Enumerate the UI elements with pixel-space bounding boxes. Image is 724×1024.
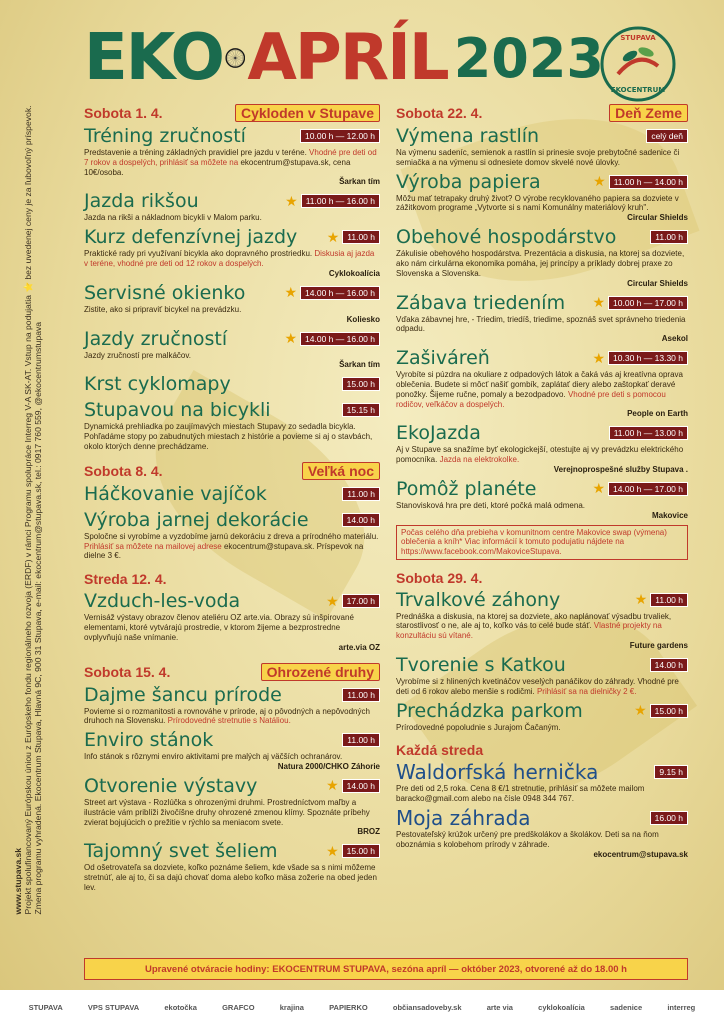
event-title: Prechádzka parkom	[396, 699, 583, 722]
event-title: Zábava triedením	[396, 291, 566, 314]
section-date	[84, 663, 380, 681]
event-item	[84, 728, 380, 772]
event-header	[396, 806, 688, 830]
event-title: Háčkovanie vajíčok	[84, 482, 267, 505]
event-time: celý deň	[646, 129, 688, 143]
event-time-box	[342, 377, 380, 391]
section-date	[84, 571, 380, 587]
event-item	[84, 839, 380, 892]
title-april: APRÍL	[247, 21, 448, 95]
event-desc-highlight: Jazda na elektrokolke.	[439, 455, 520, 465]
event-desc-highlight: Prihlásiť sa na dielničky 2 €.	[536, 686, 637, 696]
event-item	[84, 372, 380, 396]
event-desc-text: Môžu mať tetrapaky druhý život? O výrobe recyklovaného papiera sa dozviete v zážitkovom programe „Vytvorte si s nami Komunálny materiálový kruh".	[396, 193, 679, 213]
partner-logo: GRAFCO	[222, 1002, 255, 1012]
event-item	[84, 683, 380, 727]
event-time-box	[592, 294, 688, 311]
event-header	[396, 225, 688, 249]
event-organizer: ekocentrum@stupava.sk	[593, 849, 688, 859]
event-description	[396, 249, 688, 278]
event-header	[84, 589, 380, 613]
section-date	[396, 104, 688, 122]
date-label: Sobota 8. 4.	[84, 462, 163, 479]
event-organizer: Cyklokoalícia	[328, 268, 380, 278]
event-organizer: BROZ	[357, 827, 380, 837]
partner-logo: občiansadoveby.sk	[392, 1002, 462, 1012]
event-header	[396, 346, 688, 370]
event-header	[396, 291, 688, 315]
left-column	[84, 104, 380, 893]
event-time: 10.30 h — 13.30 h	[608, 351, 688, 365]
event-desc-text: Na výmenu sadeníc, semienok a rastlín si prinesie svoje prebytočné sadenice či semiačka a na výmenu si odnesiete domov skvelé nové úlovky.	[396, 148, 680, 167]
event-desc-text: Vyrobíme si z hlinených kvetináčov veselých panáčikov do záhrady. Vhodné pre deti od 6 rokov alebo menšie s rodičmi.	[396, 676, 679, 696]
event-desc-text: Vďaka zábavnej hre, - Triedim, triedíš, triedime, spoznáš svet správneho triedenia odpadu.	[396, 314, 686, 334]
event-desc-text-2: ekocentrum@stupava.sk. Príspevok na dielne 3 €.	[84, 541, 364, 561]
star-icon: ★	[326, 592, 339, 609]
event-description	[84, 752, 380, 762]
partner-logo: STUPAVA	[28, 1002, 63, 1012]
event-description	[84, 305, 380, 315]
event-title: Výroba papiera	[396, 170, 541, 193]
event-title: Waldorfská hernička	[396, 760, 599, 785]
event-time: 11.00 h	[342, 733, 380, 747]
event-time-box	[609, 426, 688, 440]
event-time-box	[327, 229, 380, 246]
event-desc-highlight: Vhodné pre deti od 7 rokov a dospelých, prihlásiť sa môžete na	[84, 148, 377, 167]
event-time: 11.00 h	[342, 230, 380, 244]
event-header	[84, 482, 380, 506]
event-time: 11.00 h — 16.00 h	[301, 194, 380, 208]
event-time: 9.15 h	[654, 765, 688, 779]
star-icon: ★	[592, 294, 606, 311]
event-item	[84, 398, 380, 451]
event-desc-text: Jazdy zručností pre malkáčov.	[84, 350, 192, 360]
event-description	[84, 798, 380, 827]
event-header	[84, 398, 380, 422]
event-organizer: Makovice	[651, 510, 688, 520]
credits-line-2: Zmena programu vyhradená. Ekocentrum Stupava, Hlavná 9C, 900 31 Stupava, e-mail: ekocentrum@stupava.sk, tel.: 0917 760 559, @ekocentrumstupava	[33, 321, 43, 915]
event-item	[84, 589, 380, 652]
star-icon: ★	[285, 192, 298, 209]
event-time: 15.15 h	[342, 403, 380, 417]
partner-logo: cyklokoalícia	[538, 1002, 585, 1012]
event-header	[396, 699, 688, 723]
event-title: Krst cyklomapy	[84, 373, 231, 396]
section-date	[84, 104, 380, 122]
event-description	[84, 863, 380, 892]
event-time-box	[285, 193, 380, 210]
event-title: Servisné okienko	[84, 281, 246, 304]
event-time-box	[300, 129, 380, 143]
section-date	[396, 570, 688, 586]
event-description	[396, 784, 688, 804]
event-description	[396, 148, 688, 168]
event-time: 16.00 h	[650, 811, 688, 825]
event-desc-text: Jazda na rikši a nákladnom bicykli v Malom parku.	[84, 213, 262, 223]
event-header	[396, 653, 688, 677]
event-time-box	[635, 591, 688, 608]
event-header	[84, 728, 380, 752]
event-time-box	[634, 702, 688, 719]
event-organizer: Circular Shields	[627, 278, 688, 288]
event-organizer: People on Earth	[627, 409, 688, 419]
event-time: 11.00 h	[342, 487, 380, 501]
section-date	[84, 462, 380, 480]
credits-line-1: Projekt spolufinancovaný Európskou úniou z Európskeho fondu regionálneho rozvoja (ERDF) v rámci Programu spolupráce Interreg V-A SK-AT. Vstup na podujatia ⭐ bez uvedenej ceny je za ľubovoľný príspevok.	[23, 105, 33, 915]
event-desc-text: Info stánok s rôznymi enviro aktivitami pre malých aj väčších ochranárov.	[84, 752, 343, 762]
event-title: Dajme šancu prírode	[84, 683, 282, 706]
event-description	[84, 249, 380, 269]
event-desc-text: Predstavenie a tréning základných pravidiel pre jazdu v teréne.	[84, 148, 307, 157]
event-description	[396, 194, 688, 214]
partner-logo: PAPIERKO	[329, 1002, 368, 1012]
event-organizer: Asekol	[661, 334, 688, 344]
event-time: 11.00 h — 13.00 h	[609, 426, 688, 440]
event-title: Moja záhrada	[396, 805, 531, 830]
event-item	[396, 225, 688, 288]
star-icon: ★	[593, 173, 606, 190]
event-item	[396, 170, 688, 224]
event-time: 14.00 h — 16.00 h	[300, 286, 380, 300]
event-description	[396, 501, 688, 511]
date-label: Sobota 29. 4.	[396, 569, 483, 586]
date-label: Sobota 15. 4.	[84, 663, 171, 680]
event-description	[396, 370, 688, 409]
event-header	[84, 281, 380, 305]
event-desc-text: Street art výstava - Rozlúčka s ohrozenými druhmi. Prostredníctvom maľby a ilustrácie vám priblíži živočíšne druhy ohrozené zmenou klímy. Spoznáte príbehy zvierat bojujúcich o prežitie v rýchlo sa meniacom svete.	[84, 797, 370, 827]
event-time-box	[593, 173, 688, 190]
event-time-box	[284, 284, 380, 301]
event-header	[396, 760, 688, 784]
event-time: 11.00 h	[650, 593, 688, 607]
event-desc-highlight: Diskusia aj jazda v teréne, vhodné pre deti od 12 rokov a dospelých.	[84, 249, 375, 268]
event-title: Jazda rikšou	[84, 190, 199, 213]
star-icon: ★	[592, 349, 606, 366]
event-time-box	[650, 811, 688, 825]
event-time-box	[592, 350, 688, 367]
event-desc-highlight: Prírodovedné stretnutie s Natáliou.	[167, 716, 291, 726]
event-title: Trvalkové záhony	[396, 588, 561, 611]
theme-tag: Deň Zeme	[609, 104, 688, 122]
event-item	[396, 124, 688, 168]
website-text: www.stupava.sk	[13, 847, 23, 915]
star-icon: ★	[284, 284, 298, 301]
event-desc-text: Zistite, ako si pripraviť bicykel na prevádzku.	[84, 304, 242, 314]
event-time: 14.00 h	[650, 658, 688, 672]
event-time: 14.00 h	[342, 513, 380, 527]
event-item	[84, 281, 380, 325]
right-column	[396, 104, 688, 860]
event-organizer: Koliesko	[346, 314, 380, 324]
title-eko: EKO	[84, 21, 223, 95]
event-time: 11.00 h	[650, 230, 688, 244]
theme-tag: Cykloden v Stupave	[235, 104, 380, 122]
star-icon: ★	[592, 480, 606, 497]
date-label: Streda 12. 4.	[84, 571, 167, 588]
event-header	[396, 477, 688, 501]
event-desc-text: Prírodovedné popoludnie s Jurajom Čačaným.	[396, 722, 561, 732]
event-title: Pomôž planéte	[396, 477, 537, 500]
event-header	[396, 588, 688, 612]
event-description	[84, 422, 380, 451]
event-time-box	[654, 765, 688, 779]
event-time: 17.00 h	[342, 594, 380, 608]
event-header	[396, 421, 688, 445]
event-title: Kurz defenzívnej jazdy	[84, 226, 298, 249]
event-item	[396, 477, 688, 521]
event-desc-highlight: Vhodné pre deti s pomocou rodičov, veľkáčov a dospelých.	[396, 389, 666, 409]
poster-title	[84, 18, 604, 98]
event-item	[396, 421, 688, 475]
date-label: Sobota 22. 4.	[396, 105, 483, 121]
partner-logo: VPS STUPAVA	[87, 1002, 140, 1012]
event-organizer: Šarkan tím	[339, 360, 380, 370]
event-header	[84, 508, 380, 532]
date-label: Sobota 1. 4.	[84, 105, 163, 121]
event-description	[84, 148, 380, 177]
event-desc-text: Vyrobíte si púzdra na okuliare z odpadových látok a čaká vás aj kreatívna oprava oblečenia. Budete si môcť našiť gombík, zaplátať diery alebo zaštopkať deravé ponožky. Šijeme ručne, pomaly a bezodpadovo.	[396, 370, 683, 399]
event-item	[396, 291, 688, 345]
event-description	[396, 830, 688, 850]
event-description	[84, 613, 380, 642]
event-description	[396, 723, 688, 733]
event-title: Tajomný svet šeliem	[84, 840, 278, 863]
event-desc-text: Povieme si o rozmanitosti a rovnováhe v prírode, aj o pôvodných a nepôvodných druhoch na Slovensku.	[84, 706, 370, 726]
star-icon: ★	[326, 228, 340, 245]
event-time: 10.00 h — 17.00 h	[608, 296, 688, 310]
event-item	[396, 806, 688, 860]
event-header	[84, 774, 380, 798]
event-organizer: Circular Shields	[627, 213, 688, 223]
sidebar-credits	[4, 30, 52, 990]
event-item	[84, 124, 380, 187]
event-item	[396, 346, 688, 419]
star-icon: ★	[634, 702, 647, 719]
swap-note: Počas celého dňa prebieha v komunitnom centre Makovice swap (výmena) oblečenia a kníh* Viac informácií k tomuto podujatiu nájdete na https://www.facebook.com/MakoviceStupava.	[396, 525, 688, 560]
event-desc-text-2: ekocentrum@stupava.sk, cena 10€/osoba.	[84, 157, 351, 177]
event-header	[396, 170, 688, 194]
event-title: Vzduch-les-voda	[84, 590, 241, 613]
partner-logo: ekotočka	[164, 1002, 197, 1012]
event-title: Enviro stánok	[84, 729, 214, 752]
event-title: Jazdy zručností	[84, 327, 228, 350]
event-desc-highlight: Vlastné projekty na konzultáciu sú vítané.	[396, 621, 662, 641]
event-item	[84, 189, 380, 223]
event-item	[396, 653, 688, 697]
event-description	[84, 532, 380, 561]
opening-hours-text: Upravené otváracie hodiny: EKOCENTRUM STUPAVA, sezóna apríl — október 2023, otvorené až do 18.00 h	[145, 963, 627, 975]
event-desc-text: Pre deti od 2,5 roka. Cena 8 €/1 stretnutie, prihlásiť sa môžete mailom baracko@gmail.com alebo na čísle 0948 344 767.	[396, 784, 645, 804]
event-desc-highlight: Prihlásiť sa môžete na mailovej adrese	[84, 541, 222, 551]
theme-tag: Veľká noc	[302, 462, 380, 480]
event-item	[396, 699, 688, 733]
event-organizer: Natura 2000/CHKO Záhorie	[277, 761, 380, 771]
event-desc-text: Pestovateľský krúžok určený pre predškolákov a školákov. Deti sa na ňom oboznámia s kolobehom prírody v záhrade.	[396, 829, 659, 849]
event-time-box	[342, 513, 380, 527]
event-title: Tréning zručností	[84, 125, 246, 147]
event-title: EkoJazda	[396, 422, 481, 445]
partner-logo: krajina	[279, 1002, 304, 1012]
logo-text-ekocentrum: EKOCENTRUM	[610, 86, 666, 94]
event-title: Otvorenie výstavy	[84, 774, 258, 797]
event-title: Zašiváreň	[396, 347, 490, 370]
event-title: Výroba jarnej dekorácie	[84, 508, 309, 531]
event-header	[84, 189, 380, 213]
event-description	[84, 213, 380, 223]
event-time: 11.00 h	[342, 688, 380, 702]
event-item	[84, 482, 380, 506]
event-organizer: Šarkan tím	[339, 177, 380, 187]
event-time-box	[326, 843, 380, 860]
event-description	[84, 707, 380, 727]
event-item	[84, 508, 380, 561]
bicycle-wheel-icon	[225, 22, 246, 94]
partner-logos	[0, 990, 724, 1024]
date-label: Každá streda	[396, 742, 484, 759]
event-header	[84, 372, 380, 396]
event-header	[84, 839, 380, 863]
event-header	[84, 124, 380, 148]
event-time-box	[342, 733, 380, 747]
event-item	[84, 225, 380, 279]
event-time-box	[592, 480, 688, 497]
theme-tag: Ohrozené druhy	[261, 663, 380, 681]
event-title: Tvorenie s Katkou	[396, 653, 566, 676]
event-organizer: Verejnoprospešné služby Stupava .	[553, 464, 688, 474]
event-time-box	[342, 487, 380, 501]
event-description	[396, 612, 688, 641]
event-time-box	[284, 330, 380, 347]
event-item	[84, 327, 380, 371]
title-year: 2023	[453, 26, 604, 90]
event-desc-text: Dynamická prehliadka po zaujímavých miestach Stupavy zo sedadla bicykla. Pohľadáme stopy po zabudnutých miestach z histórie a povieme si aj o stavbách, okolo ktorých denne prechádzame.	[84, 422, 373, 451]
event-header	[396, 124, 688, 148]
star-icon: ★	[326, 842, 339, 859]
star-icon: ★	[634, 591, 648, 608]
event-header	[84, 683, 380, 707]
partner-logo: interreg	[667, 1002, 696, 1012]
event-organizer: arte.via OZ	[338, 642, 380, 652]
event-desc-text: Prednáška a diskusia, na ktorej sa dozviete, ako naplánovať výsadbu trvaliek, starostlivosť o ne, ale aj to, koľko vás to celé bude stáť.	[396, 611, 672, 631]
event-desc-text: Vernisáž výstavy obrazov členov ateliéru OZ arte.via. Obrazy sú inšpirované elementami, ktoré vytvárajú prostredie, v ktorom žijeme a bezprostredne ovplyvňujú naše vnímanie.	[84, 613, 354, 642]
event-time-box	[342, 403, 380, 417]
event-time-box	[650, 658, 688, 672]
event-time: 14.00 h — 16.00 h	[300, 332, 380, 346]
event-item	[396, 760, 688, 804]
event-desc-text: Zákulisie obehového hospodárstva. Prezentácia a diskusia, na ktorej sa dozviete, ako nám cirkulárna ekonomika pomáha, jej princípy a príklady dobrej praxe zo Slovenska a Slovenska.	[396, 249, 685, 278]
star-icon: ★	[284, 330, 298, 347]
event-organizer: Future gardens	[629, 640, 688, 650]
event-header	[84, 225, 380, 249]
event-item	[396, 588, 688, 651]
star-icon: ★	[326, 777, 339, 794]
event-desc-text: Spoločne si vyrobíme a vyzdobíme jarnú dekoráciu z dreva a prírodného materiálu.	[84, 531, 379, 541]
logo-text-stupava: STUPAVA	[620, 34, 656, 42]
event-time: 15.00 h	[342, 377, 380, 391]
event-description	[396, 677, 688, 697]
event-description	[84, 351, 380, 361]
event-title: Obehové hospodárstvo	[396, 226, 617, 249]
event-time: 11.00 h — 14.00 h	[609, 175, 688, 189]
event-desc-text: Aj v Stupave sa snažíme byť ekologickejší, otestujte aj vy prevádzku elektrického pomocníka.	[396, 445, 684, 465]
event-desc-text: Od ošetrovateľa sa dozviete, koľko poznáme šeliem, kde všade sa s nimi môžeme stretnúť, ale aj to, či sa dajú chovať doma alebo koľko mäsa zožerie na obed jeden lev.	[84, 863, 377, 892]
event-time: 10.00 h — 12.00 h	[300, 129, 380, 143]
section-date	[396, 742, 688, 758]
event-time-box	[326, 593, 380, 610]
event-description	[396, 445, 688, 465]
partner-logo: sadenice	[610, 1002, 643, 1012]
partner-logo: arte via	[486, 1002, 513, 1012]
event-time-box	[342, 688, 380, 702]
opening-hours-bar	[84, 958, 688, 980]
event-title: Výmena rastlín	[396, 125, 540, 147]
event-time-box	[326, 777, 380, 794]
event-description	[396, 315, 688, 335]
event-desc-text: Praktické rady pri využívaní bicykla ako dopravného prostriedku.	[84, 249, 313, 259]
event-header	[84, 327, 380, 351]
event-time-box	[646, 129, 688, 143]
ekocentrum-logo	[596, 22, 680, 106]
event-time: 14.00 h — 17.00 h	[608, 482, 688, 496]
event-item	[84, 774, 380, 837]
event-time-box	[650, 230, 688, 244]
event-time: 15.00 h	[650, 704, 688, 718]
event-time: 15.00 h	[342, 844, 380, 858]
event-title: Stupavou na bicykli	[84, 399, 271, 422]
event-desc-text: Stanovisková hra pre deti, ktoré počká malá odmena.	[396, 500, 585, 510]
event-time: 14.00 h	[342, 779, 380, 793]
